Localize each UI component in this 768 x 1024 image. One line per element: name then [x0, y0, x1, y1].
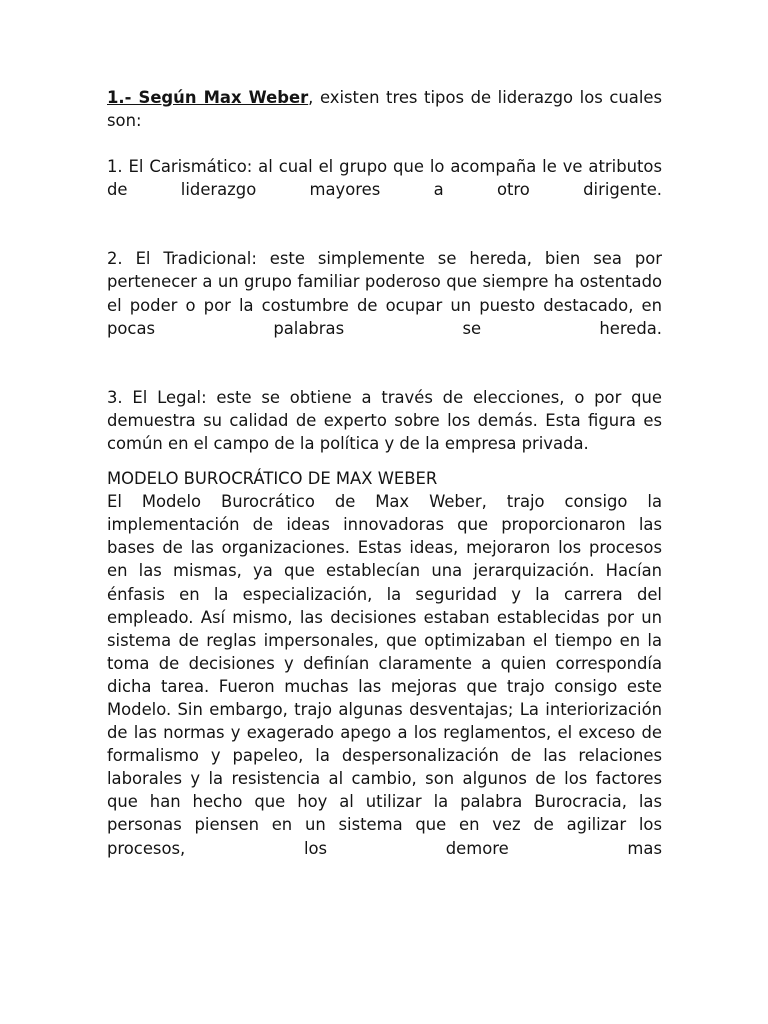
section-body: El Modelo Burocrático de Max Weber, trajo consigo la implementación de ideas innovadoras que proporcionaron las bases de las organizaciones. Estas ideas, mejoraron los procesos en las mismas, ya que establecían una jerarquización. Hacían énfasis en la especialización, la seguridad y la carrera del empleado. Así mismo, las decisiones estaban establecidas por un sistema de reglas impersonales, que optimizaban el tiempo en la toma de decisiones y definían claramente a quien correspondía dicha tarea. Fueron muchas las mejoras que trajo consigo este Modelo. Sin embargo, trajo algunas desventajas; La interiorización de las normas y exagerado apego a los reglamentos, el exceso de formalismo y papeleo, la despersonalización de las relaciones laborales y la resistencia al cambio, son algunos de los factores que han hecho que hoy al utilizar la palabra Burocracia, las personas piensen en un sistema que en vez de agilizar los procesos, los demore mas: [107, 492, 662, 858]
spacer: [107, 201, 662, 247]
section-heading: MODELO BUROCRÁTICO DE MAX WEBER: [107, 469, 438, 489]
intro-title: 1.- Según Max Weber: [107, 88, 309, 107]
spacer: [107, 132, 662, 155]
spacer: [107, 340, 662, 386]
document-page: [107, 86, 662, 860]
intro-text: , existen tres tipos de liderazgo los cuales son:: [107, 88, 662, 131]
type-paragraph-traditional: 2. El Tradicional: este simplemente se hereda, bien sea por pertenecer a un grupo familiar poderoso que siempre ha ostentado el poder o por la costumbre de ocupar un puesto destacado, en pocas palabras se hereda.: [107, 249, 662, 338]
intro-paragraph: [107, 86, 662, 132]
spacer: [107, 455, 662, 467]
type-paragraph-charismatic: 1. El Carismático: al cual el grupo que lo acompaña le ve atributos de liderazgo mayores a otro dirigente.: [107, 157, 662, 200]
type-paragraph-legal: 3. El Legal: este se obtiene a través de elecciones, o por que demuestra su calidad de experto sobre los demás. Esta figura es común en el campo de la política y de la empresa privada.: [107, 387, 662, 453]
